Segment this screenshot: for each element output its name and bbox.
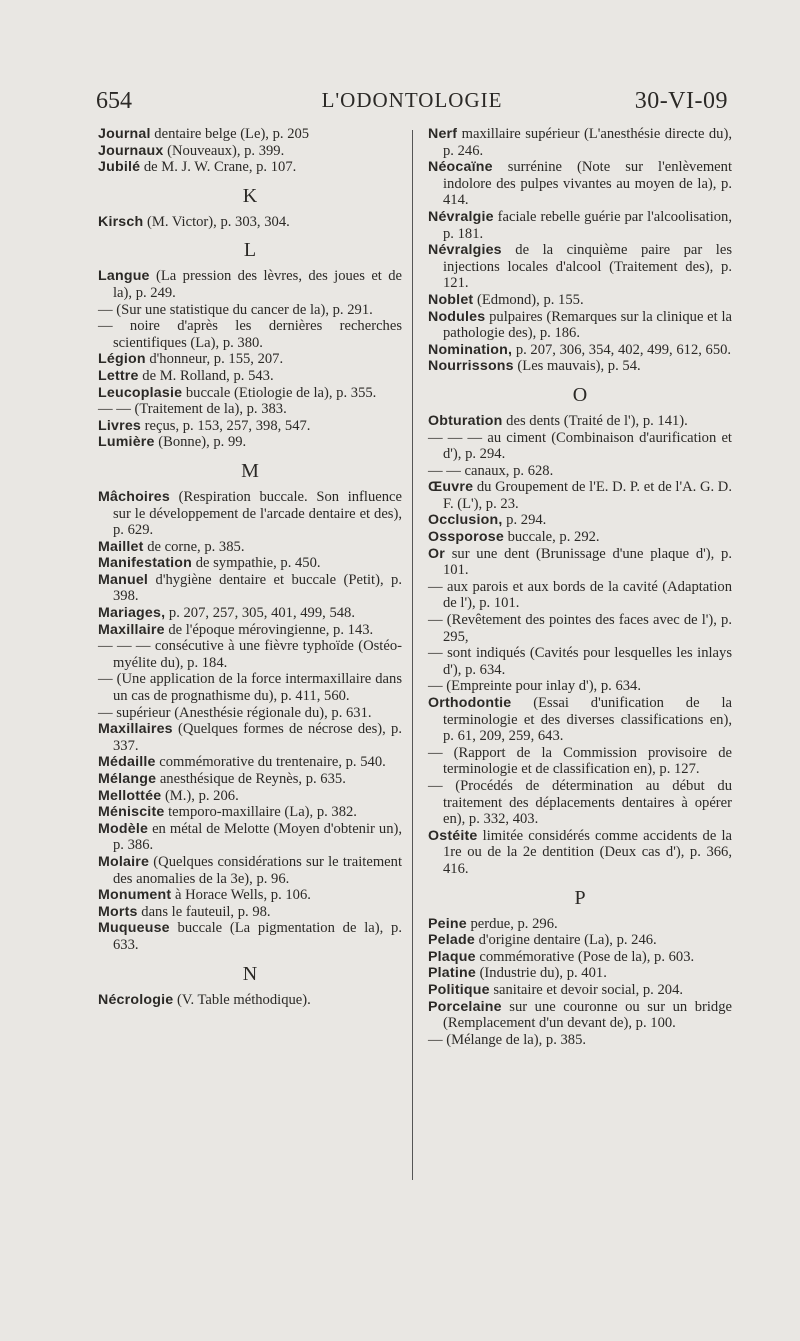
entry-headword: Nécrologie [98,991,174,1008]
entry-headword: Nomination, [428,341,513,358]
index-entry [98,214,402,231]
entry-headword: Nodules [428,308,486,325]
entry-text: p. 294. [502,512,547,529]
index-entry [98,788,402,805]
entry-text: — (Rapport de la Commission provisoire de terminologie et de classification en), p. 127. [428,744,732,778]
entry-text: buccale (La pigmentation de la), p. 633. [113,920,402,953]
entry-headword: Médaille [98,754,156,771]
entry-headword: Politique [428,981,490,998]
entry-text: temporo-maxillaire (La), p. 382. [164,804,357,821]
entry-text: — (Une application de la force intermaxillaire dans un cas de prognathisme du), p. 411, 560. [98,671,402,705]
entry-text: — (Empreinte pour inlay d'), p. 634. [428,678,641,695]
entry-text: — (Revêtement des pointes des faces avec de l'), p. 295, [428,612,732,645]
entry-text: d'honneur, p. 155, 207. [145,351,284,368]
entry-headword: Or [428,545,445,562]
entry-text: dans le fauteuil, p. 98. [137,903,271,920]
entry-headword: Légion [98,351,146,368]
entry-headword: Nerf [428,126,458,142]
index-entry [98,572,402,605]
entry-text: d'hygiène dentaire et buccale (Petit), p. 398. [113,571,402,605]
entry-headword: Porcelaine [428,998,502,1015]
entry-text: — — (Traitement de la), p. 383. [98,401,287,418]
index-entry [428,479,732,512]
entry-headword: Kirsch [98,213,144,230]
entry-headword: Manuel [98,571,149,588]
page-number: 654 [96,88,132,114]
index-entry [98,418,402,435]
entry-headword: Ossporose [428,529,504,546]
entry-headword: Journal [98,126,151,142]
section-letter: K [242,184,258,207]
index-entry [428,292,732,309]
entry-text: (M.), p. 206. [161,787,239,804]
entry-text: (Les mauvais), p. 54. [513,358,641,375]
section-letter: P [574,886,586,909]
index-entry [98,539,402,556]
index-entry [428,512,732,529]
left-index-column [98,126,402,1008]
entry-headword: Leucoplasie [98,384,183,401]
index-entry [98,143,402,160]
entry-text: limitée considérés comme accidents de la 1re ou de la 2e dentition (Deux cas d'), p. 366, 416. [443,827,732,877]
index-entry [428,982,732,999]
entry-text: commémorative du trentenaire, p. 540. [155,754,386,771]
entry-text: (M. Victor), p. 303, 304. [143,213,290,230]
entry-text: faciale rebelle guérie par l'alcoolisation, p. 181. [443,208,732,242]
entry-text: perdue, p. 296. [466,915,558,932]
entry-text: — (Procédés de détermination au début du traitement des déplacements dentaires à opérer en), p. 332, 403. [428,777,732,828]
entry-headword: Maxillaires [98,721,173,738]
index-entry [98,385,402,402]
section-letter: N [242,962,258,985]
entry-headword: Monument [98,887,172,904]
index-entry [98,992,402,1009]
entry-headword: Platine [428,965,476,982]
entry-headword: Livres [98,417,142,434]
entry-headword: Œuvre [428,479,474,496]
entry-text: — — canaux, p. 628. [428,462,554,479]
entry-headword: Maxillaire [98,621,165,638]
entry-headword: Mellottée [98,787,162,804]
index-entry [98,622,402,639]
entry-text: de M. Rolland, p. 543. [138,367,274,384]
entry-text: (Quelques considérations sur le traitement des anomalies de la 3e), p. 96. [113,853,402,887]
entry-headword: Névralgie [428,208,494,225]
issue-date: 30-VI-09 [634,88,728,114]
entry-headword: Mâchoires [98,488,170,505]
entry-text: reçus, p. 153, 257, 398, 547. [141,417,311,434]
entry-headword: Morts [98,903,138,920]
index-entry [428,413,732,430]
index-entry [98,671,402,704]
entry-headword: Mélange [98,771,157,787]
index-entry [428,916,732,933]
entry-text: — (Sur une statistique du cancer de la), p. 291. [98,301,373,318]
page-header [96,88,728,118]
index-entry [428,932,732,949]
index-entry [428,612,732,645]
entry-headword: Ostéite [428,827,478,844]
index-entry [428,159,732,209]
entry-text: maxillaire supérieur (L'anesthésie directe du), p. 246. [443,126,732,159]
entry-headword: Méniscite [98,804,165,821]
entry-text: anesthésique de Reynès, p. 635. [156,771,346,787]
index-entry [428,579,732,612]
entry-text: de sympathie, p. 450. [192,555,321,572]
index-entry [428,965,732,982]
entry-text: à Horace Wells, p. 106. [171,887,311,904]
entry-text: (Respiration buccale. Son influence sur le développement de l'arcade dentaire et des), p. 629. [113,488,402,539]
index-entry [428,745,732,778]
entry-headword: Jubilé [98,159,141,176]
entry-text: p. 207, 306, 354, 402, 499, 612, 650. [512,341,732,358]
entry-text: (V. Table méthodique). [173,991,311,1008]
entry-text: — aux parois et aux bords de la cavité (Adaptation de l'), p. 101. [428,578,732,612]
entry-text: d'origine dentaire (La), p. 246. [474,932,657,949]
index-entry [428,999,732,1032]
entry-headword: Névralgies [428,242,502,259]
index-entry [98,920,402,953]
index-entry [428,828,732,878]
index-entry [428,949,732,966]
entry-headword: Langue [98,268,150,285]
index-entry [98,302,402,319]
index-entry [428,242,732,292]
entry-text: p. 207, 257, 305, 401, 499, 548. [165,605,355,622]
entry-text: de M. J. W. Crane, p. 107. [140,159,297,176]
index-entry [98,721,402,754]
index-entry [98,887,402,904]
entry-text: du Groupement de l'E. D. P. et de l'A. G. D. F. (L'), p. 23. [443,479,732,512]
index-entry [98,489,402,539]
index-entry [98,434,402,451]
index-entry [428,695,732,745]
entry-headword: Occlusion, [428,512,503,529]
index-entry [98,605,402,622]
entry-text: de l'époque mérovingienne, p. 143. [164,621,374,638]
entry-text: — noire d'après les dernières recherches scientifiques (La), p. 380. [98,318,402,351]
index-entry [428,342,732,359]
right-index-column [428,126,732,1048]
entry-headword: Néocaïne [428,159,493,176]
entry-text: (Edmond), p. 155. [473,291,584,308]
index-entry [428,358,732,375]
entry-headword: Lettre [98,367,139,384]
index-entry [428,1032,732,1049]
entry-text: — supérieur (Anesthésie régionale du), p. 631. [98,704,372,721]
index-entry [98,159,402,176]
index-entry [98,126,402,143]
entry-text: (Essai d'unification de la terminologie et des diverses classifications en), p. 61, 209, 259, 643. [443,695,732,745]
index-entry [428,546,732,579]
index-entry [428,678,732,695]
index-entry [428,645,732,678]
index-entry [98,351,402,368]
entry-text: (Bonne), p. 99. [154,434,247,451]
entry-text: (Quelques formes de nécrose des), p. 337. [113,721,402,754]
index-entry [428,778,732,828]
index-entry [428,463,732,480]
index-entry [98,854,402,887]
index-entry [428,309,732,342]
entry-text: — — — au ciment (Combinaison d'aurification et d'), p. 294. [428,429,732,463]
entry-text: — (Mélange de la), p. 385. [428,1031,587,1048]
entry-headword: Lumière [98,434,155,451]
entry-text: (La pression des lèvres, des joues et de la), p. 249. [113,268,402,301]
index-entry [428,209,732,242]
entry-headword: Nourrissons [428,358,514,375]
entry-text: — sont indiqués (Cavités pour lesquelles les inlays d'), p. 634. [428,645,732,678]
entry-text: surrénine (Note sur l'enlèvement indolore des pulpes vivantes au moyen de la), p. 414. [443,159,732,209]
entry-text: de corne, p. 385. [143,538,245,555]
index-entry [98,705,402,722]
entry-text: sanitaire et devoir social, p. 204. [489,981,684,998]
index-entry [428,430,732,463]
section-letter: O [572,383,588,406]
index-entry [98,904,402,921]
entry-text: dentaire belge (Le), p. 205 [150,126,310,142]
entry-headword: Modèle [98,820,149,837]
entry-headword: Noblet [428,291,474,308]
index-entry [98,401,402,418]
entry-headword: Manifestation [98,555,193,572]
entry-text: en métal de Melotte (Moyen d'obtenir un), p. 386. [113,820,402,854]
index-entry [98,821,402,854]
index-entry [428,529,732,546]
entry-text: sur une couronne ou sur un bridge (Remplacement d'un devant de), p. 100. [443,998,732,1032]
entry-text: — — — consécutive à une fièvre typhoïde (Ostéo-myélite du), p. 184. [98,638,402,671]
section-letter: L [243,239,257,262]
index-entry [98,268,402,301]
entry-headword: Orthodontie [428,695,512,711]
index-entry [428,126,732,159]
entry-text: des dents (Traité de l'), p. 141). [502,412,688,429]
entry-text: sur une dent (Brunissage d'une plaque d'), p. 101. [443,545,732,579]
entry-headword: Pelade [428,932,475,949]
entry-headword: Muqueuse [98,920,170,937]
index-entry [98,368,402,385]
section-letter: M [241,459,259,482]
entry-headword: Molaire [98,853,150,870]
entry-headword: Maillet [98,538,144,555]
index-entry [98,771,402,788]
entry-text: buccale, p. 292. [503,529,600,546]
entry-text: de la cinquième paire par les injections locales d'alcool (Traitement des), p. 121. [443,242,732,292]
entry-text: buccale (Etiologie de la), p. 355. [182,384,377,401]
entry-headword: Obturation [428,412,503,429]
entry-text: (Industrie du), p. 401. [475,965,607,982]
entry-headword: Plaque [428,948,476,965]
entry-headword: Journaux [98,142,164,159]
entry-text: (Nouveaux), p. 399. [163,142,285,159]
entry-text: commémorative (Pose de la), p. 603. [475,948,695,965]
index-entry [98,638,402,671]
entry-headword: Peine [428,915,467,932]
index-entry [98,804,402,821]
index-entry [98,318,402,351]
entry-headword: Mariages, [98,605,166,622]
index-entry [98,754,402,771]
entry-text: pulpaires (Remarques sur la clinique et la pathologie des), p. 186. [443,308,732,342]
running-title: L'ODONTOLOGIE [321,88,503,112]
index-entry [98,555,402,572]
column-divider [412,130,413,1180]
